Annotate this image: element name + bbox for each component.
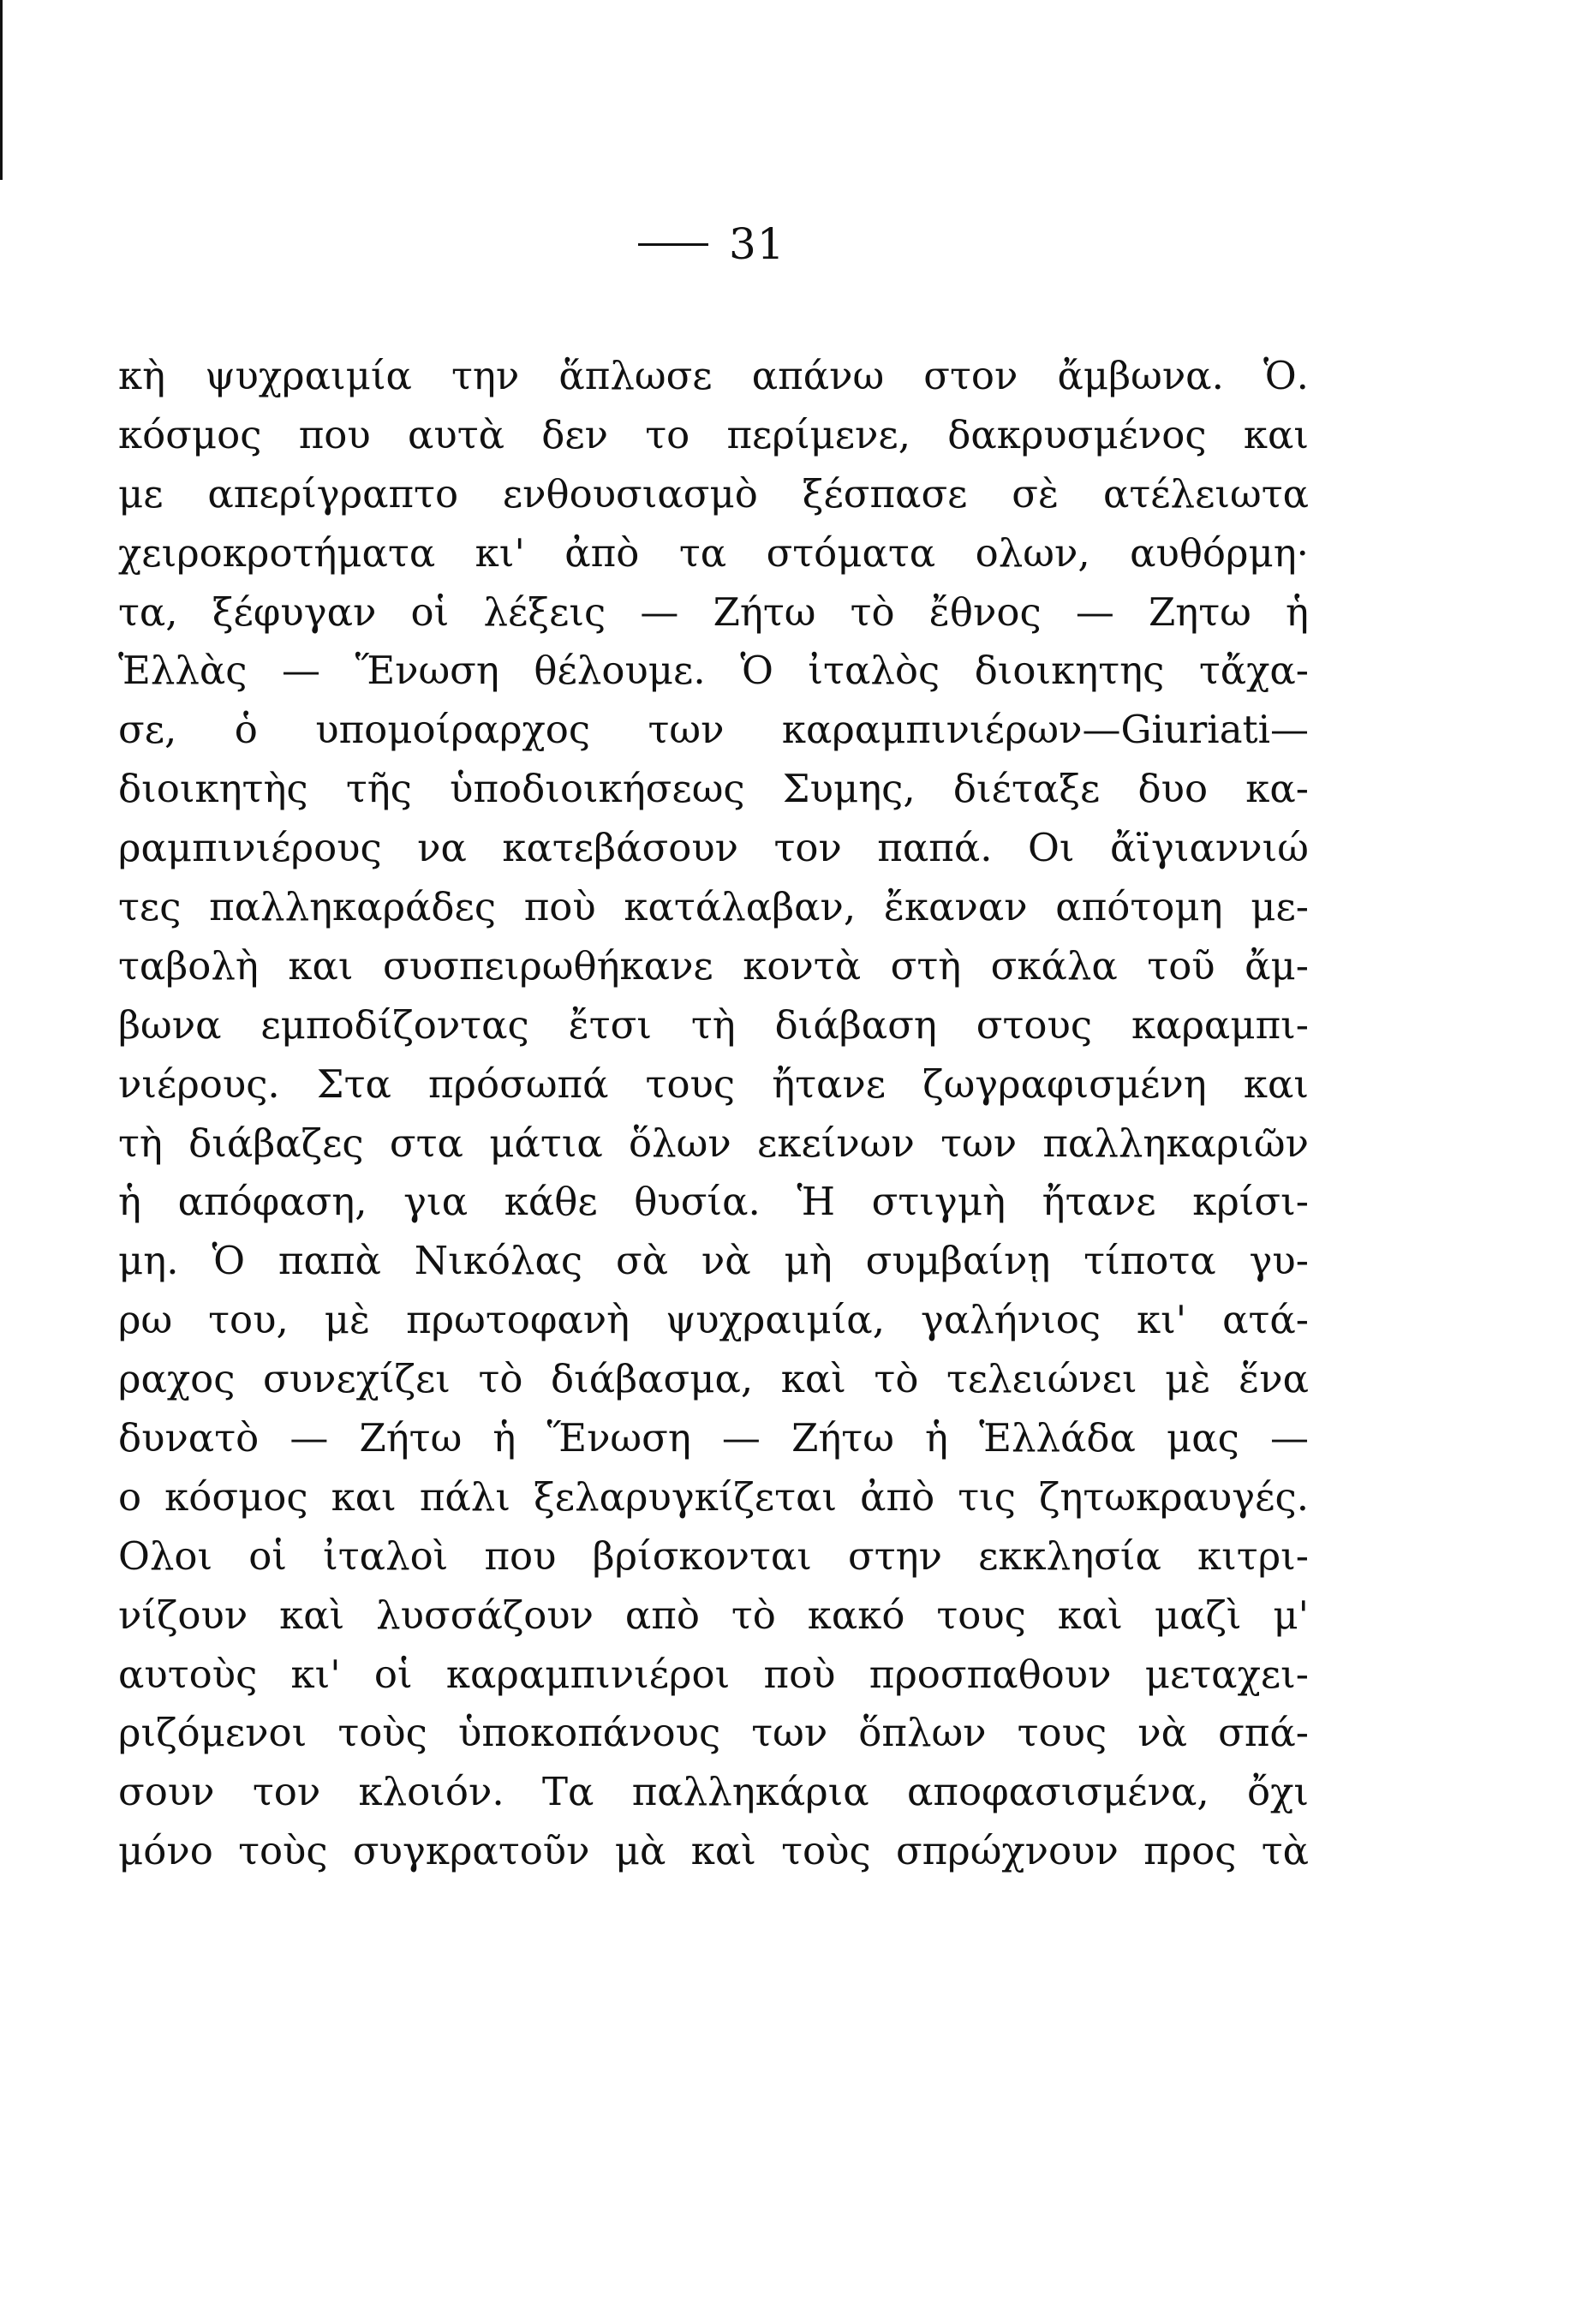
text-line: ἡ απόφαση, για κάθε θυσία. Ἡ στιγμὴ ἤτανε κρίσι- xyxy=(118,1179,1309,1225)
text-line: κὴ ψυχραιμία την ἅπλωσε απάνω στον ἄμβωνα. Ὁ. xyxy=(118,353,1309,398)
text-line: νιέρους. Στα πρόσωπά τους ἤτανε ζωγραφισμένη και xyxy=(118,1060,1309,1107)
text-line: διοικητὴς τῆς ὑποδιοικήσεως Συμης, διέταξε δυο κα- xyxy=(118,766,1309,812)
text-line: κόσμος που αυτὰ δεν το περίμενε, δακρυσμένος και xyxy=(118,411,1309,457)
text-line: μόνο τοὺς συγκρατοῦν μὰ καὶ τοὺς σπρώχνουν προς τὰ xyxy=(118,1828,1309,1874)
text-line: ραχος συνεχίζει τὸ διάβασμα, καὶ τὸ τελειώνει μὲ ἕνα xyxy=(118,1356,1309,1402)
text-line: σουν τον κλοιόν. Τα παλληκάρια αποφασισμένα, ὄχι xyxy=(118,1769,1309,1815)
text-line: τὴ διάβαζες στα μάτια ὅλων εκείνων των παλληκαριῶν xyxy=(118,1120,1309,1166)
text-line: ρω του, μὲ πρωτοφανὴ ψυχραιμία, γαλήνιος κι' ατά- xyxy=(118,1297,1309,1343)
page-number: 31 xyxy=(729,219,785,269)
text-line: ριζόμενοι τοὺς ὑποκοπάνους των ὅπλων τους νὰ σπά- xyxy=(118,1710,1309,1756)
text-line: χειροκροτήματα κι' ἀπὸ τα στόματα ολων, αυθόρμη· xyxy=(118,529,1309,576)
text-line: τα, ξέφυγαν οἱ λέξεις — Ζήτω τὸ ἔθνος — Ζητω ἡ xyxy=(118,588,1309,635)
text-line: σε, ὁ υπομοίραρχος των καραμπινιέρων—Giuriati— xyxy=(118,707,1309,753)
page-number-header xyxy=(638,218,785,270)
text-line: τες παλληκαράδες ποὺ κατάλαβαν, ἔκαναν απότομη με- xyxy=(118,884,1309,930)
text-line: μη. Ὁ παπὰ Νικόλας σὰ νὰ μὴ συμβαίνῃ τίποτα γυ- xyxy=(118,1238,1309,1284)
text-line: βωνα εμποδίζοντας ἔτσι τὴ διάβαση στους καραμπι- xyxy=(118,1001,1309,1048)
scan-margin-rule xyxy=(0,0,3,180)
body-text xyxy=(118,347,1309,1881)
text-line: δυνατὸ — Ζήτω ἡ Ἕνωση — Ζήτω ἡ Ἑλλάδα μας — xyxy=(118,1415,1309,1461)
text-line: ταβολὴ και συσπειρωθήκανε κοντὰ στὴ σκάλα τοῦ ἄμ- xyxy=(118,942,1309,989)
text-line: Ολοι οἱ ἰταλοὶ που βρίσκονται στην εκκλησία κιτρι- xyxy=(118,1532,1309,1579)
text-line: νίζουν καὶ λυσσάζουν απὸ τὸ κακό τους καὶ μαζὶ μ' xyxy=(118,1592,1309,1638)
text-line: αυτοὺς κι' οἱ καραμπινιέροι ποὺ προσπαθουν μεταχει- xyxy=(118,1651,1309,1697)
text-line: Ἑλλὰς — Ἕνωση θέλουμε. Ὁ ἰταλὸς διοικητης τἄχα- xyxy=(118,648,1309,694)
page-number-dash xyxy=(638,243,708,246)
text-line: ο κόσμος και πάλι ξελαρυγκίζεται ἀπὸ τις ζητωκραυγές. xyxy=(118,1473,1309,1520)
text-line: με απερίγραπτο ενθουσιασμὸ ξέσπασε σὲ ατέλειωτα xyxy=(118,470,1309,517)
text-line: ραμπινιέρους να κατεβάσουν τον παπά. Οι ἄϊγιαννιώ xyxy=(118,825,1309,871)
